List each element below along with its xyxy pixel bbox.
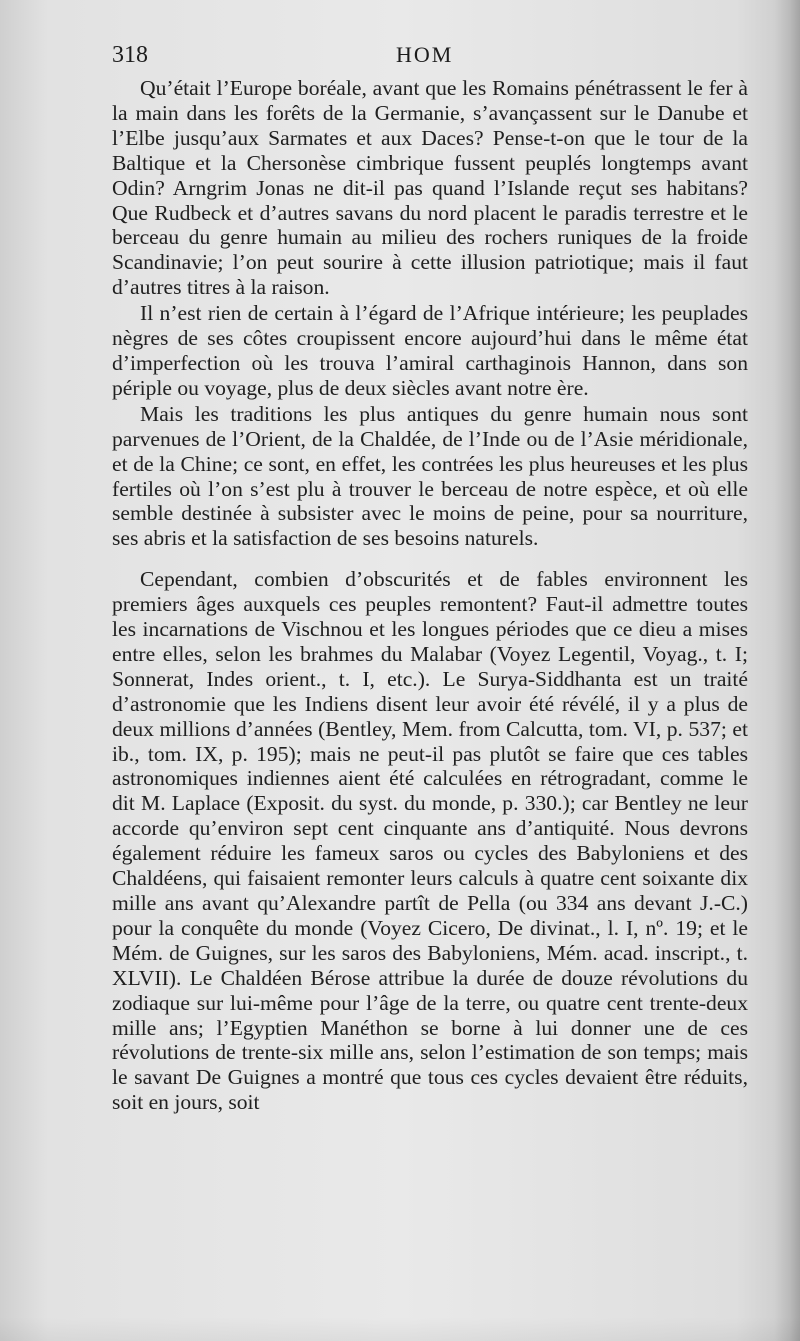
paragraph-1: Qu’était l’Europe boréale, avant que les Romains pénétrassent le fer à la main dans les forêts de la Germanie, s’avançassent sur le Danube et l’Elbe jusqu’aux Sarmates et aux Daces? Pense-t-on que le tour de la Baltique et la Chersonèse cimbrique fussent peuplés longtemps avant Odin? Arngrim Jonas ne dit-il pas quand l’Islande reçut ses habitans? Que Rudbeck et d’autres savans du nord placent le paradis terrestre et le berceau du genre humain au milieu des rochers runiques de la froide Scandinavie; l’on peut sourire à cette illusion patriotique; mais il faut d’autres titres à la raison. [112,76,748,300]
body-text [112,76,748,1115]
page-bottom-shadow [0,1317,800,1341]
running-head: HOM [396,42,454,67]
page-edge-shadow [774,0,800,1341]
page-number: 318 [112,42,148,68]
paragraph-3: Mais les traditions les plus antiques du genre humain nous sont parvenues de l’Orient, de la Chaldée, de l’Inde ou de l’Asie méridionale, et de la Chine; ce sont, en effet, les contrées les plus heureuses et les plus fertiles où l’on s’est plu à trouver le berceau de notre espèce, et où elle semble destinée à subsister avec le moins de peine, pour sa nourriture, ses abris et la satisfaction de ses besoins naturels. [112,401,748,551]
page-header [112,38,748,72]
paragraph-2: Il n’est rien de certain à l’égard de l’Afrique intérieure; les peuplades nègres de ses côtes croupissent encore aujourd’hui dans le même état d’imperfection où les trouva l’amiral carthaginois Hannon, dans son périple ou voyage, plus de deux siècles avant notre ère. [112,301,748,400]
paragraph-4: Cependant, combien d’obscurités et de fables environnent les premiers âges auxquels ces peuples remontent? Faut-il admettre toutes les incarnations de Vischnou et les longues périodes que ce dieu a mises entre elles, selon les brahmes du Malabar (Voyez Legentil, Voyag., t. I; Sonnerat, Indes orient., t. I, etc.). Le Surya-Siddhanta est un traité d’astronomie que les Indiens disent leur avoir été révélé, il y a plus de deux millions d’années (Bentley, Mem. from Calcutta, tom. VI, p. 537; et ib., tom. IX, p. 195); mais ne peut-il pas plutôt se faire que ces tables astronomiques indiennes aient été calculées en rétrogradant, comme le dit M. Laplace (Exposit. du syst. du monde, p. 330.); car Bentley ne leur accorde qu’environ sept cent cinquante ans d’antiquité. Nous devrons également réduire les fameux saros ou cycles des Babyloniens et des Chaldéens, qui faisaient remonter leurs calculs à quatre cent soixante dix mille ans avant qu’Alexandre partît de Pella (ou 334 ans devant J.-C.) pour la conquête du monde (Voyez Cicero, De divinat., l. I, nº. 19; et le Mém. de Guignes, sur les saros des Babyloniens, Mém. acad. inscript., t. XLVII). Le Chaldéen Bérose attribue la durée de douze révolutions du zodiaque sur lui-même pour l’âge de la terre, ou quatre cent trente-deux mille ans; l’Egyptien Manéthon se borne à lui donner une de ces révolutions de trente-six mille ans, selon l’estimation de son temps; mais le savant De Guignes a montré que tous ces cycles devaient être réduits, soit en jours, soit [112,567,748,1115]
